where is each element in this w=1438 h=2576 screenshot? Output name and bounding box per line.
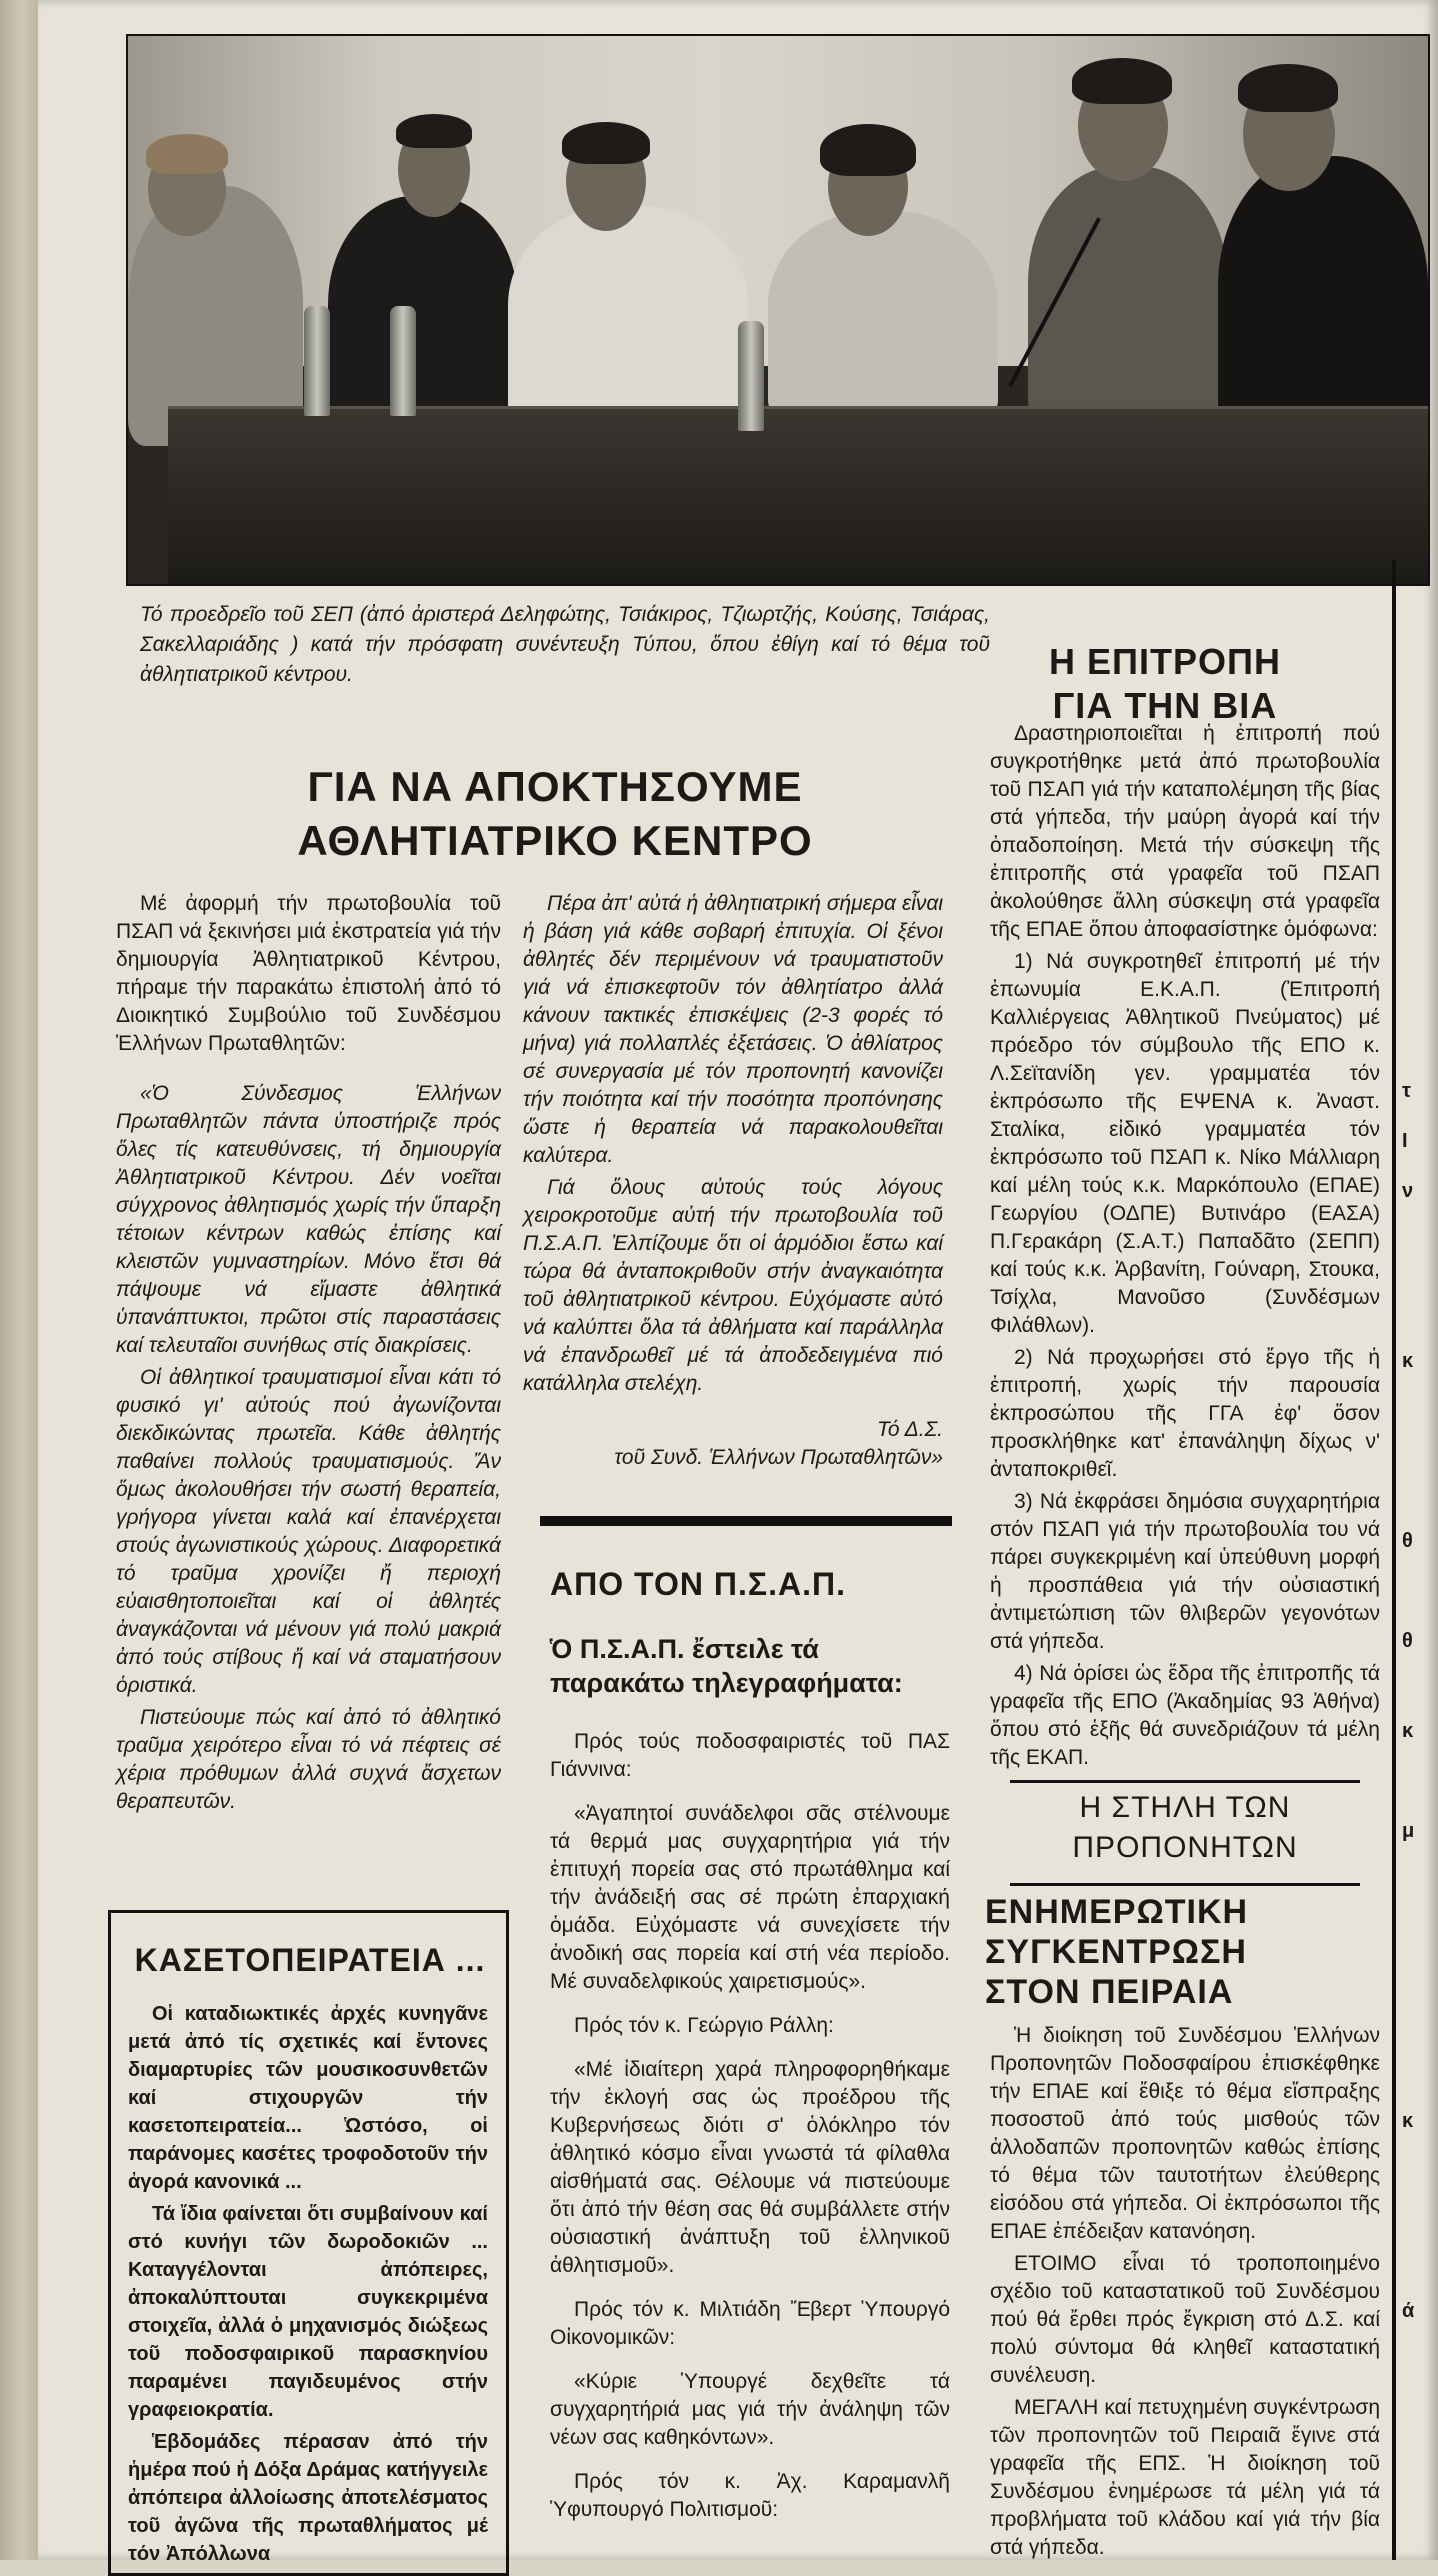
violence-paragraph: 4) Νά ὁρίσει ὡς ἕδρα τῆς ἐπιτροπῆς τά γραφεῖα τῆς ΕΠΟ (Ἀκαδημίας 93 Ἀθήνα) ὅπου στό ἑξῆς θά συνεδριάζουν τά μέλη τῆς ΕΚΑΠ. <box>990 1662 1380 1769</box>
telegram-message: «Κύριε Ὑπουργέ δεχθεῖτε τά συγχαρητήριά μας γιά τήν ἀνάληψη τῶν νέων σας καθηκόντων». <box>550 2370 950 2449</box>
coaches-headline-line-1: ΕΝΗΜΕΡΩΤΙΚΗ <box>985 1893 1249 1931</box>
person-6-hair <box>1238 64 1338 112</box>
margin-fragment: Ι <box>1402 1130 1408 1152</box>
person-1-hair <box>146 134 228 174</box>
margin-fragment: κ <box>1402 1350 1414 1372</box>
coaches-paragraph: Ἡ διοίκηση τοῦ Συνδέσμου Ἑλλήνων Προπονητῶν Ποδοσφαίρου ἐπισκέφθηκε τήν ΕΠΑΕ καί ἔθιξε τό θέμα εἴσπραξης ποσοστοῦ ἀπό τούς μισθούς τῶν ἀλλοδαπῶν προπονητῶν καθώς ἐπίσης τό θέμα τῶν ταυτοτήτων ἐλεύθερης εἰσόδου στά γήπεδα. Οἱ ἐκπρόσωποι τῆς ΕΠΑΕ ἐπέδειξαν κατανόηση. <box>990 2024 1380 2243</box>
psap-column <box>550 1632 950 2528</box>
main-headline <box>230 760 880 868</box>
main-paragraph: Πιστεύουμε πώς καί ἀπό τό ἀθλητικό τραῦμα χειρότερο εἶναι τό νά πέφτεις σέ χέρια πρόθυμων ἀλλά συχνά ἄσχετων θεραπευτῶν. <box>116 1706 501 1813</box>
main-article-col-2 <box>523 890 943 1472</box>
telegram-message: «Ἀγαπητοί συνάδελφοι σᾶς στέλνουμε τά θερμά μας συγχαρητήρια γιά τήν ἐπιτυχή πορεία σας στό πρωτάθλημα καί τήν ἀνάδειξή σας σέ πρώτη ἐπαρχιακή ὁμάδα. Εὐχόμαστε νά συνεχίσετε τήν ἀνοδική σας πορεία καί στή νέα περίοδο. Μέ συναδελφικούς χαιρετισμούς». <box>550 1802 950 1993</box>
main-paragraph: Οἱ ἀθλητικοί τραυματισμοί εἶναι κάτι τό φυσικό γι' αὐτούς πού ἀγωνίζονται διεκδικώντας πρωτεῖα. Κάθε ἀθλητής παθαίνει πολλούς τραυματισμούς. Ἄν ὅμως ἀκολουθήσει τήν σωστή θεραπεία, γρήγορα γίνεται καλά καί ἐπανέρχεται στούς ἀγωνιστικούς χώρους. Διαφορετικά τό τραῦμα χρονίζει ἤ περιοχή εὐαισθητοποιεῖται καί οἱ ἀθλητές ἀναγκάζονται νά μένουν γιά πολύ μακριά ἀπό τούς στίβους ἤ καί νά σταματήσουν ὁριστικά. <box>116 1366 501 1697</box>
main-article-col-1 <box>116 890 501 1820</box>
margin-fragment: μ <box>1402 1820 1415 1842</box>
margin-fragment: θ <box>1402 1530 1413 1552</box>
person-4 <box>768 211 998 421</box>
person-2-hair <box>396 114 472 148</box>
telegram-recipient: Πρός τόν κ. Ἀχ. Καραμανλῆ Ὑφυπουργό Πολιτισμοῦ: <box>550 2470 950 2521</box>
telegram-message: «Μέ ἰδιαίτερη χαρά πληροφορηθήκαμε τήν ἐκλογή σας ὡς προέδρου τῆς Κυβερνήσεως διότι σ' ὁλόκληρο τόν ἀθλητικό κόσμο εἶναι γνωστά τά φίλαθλα αἰσθήματά σας. Θέλουμε νά πιστεύουμε ὅτι ἀπό τήν θέση σας θά συμβάλλετε στήν οὐσιαστική ἀνάπτυξη τοῦ ἑλληνικοῦ ἀθλητισμοῦ». <box>550 2058 950 2277</box>
main-headline-line-1: ΓΙΑ ΝΑ ΑΠΟΚΤΗΣΟΥΜΕ <box>307 763 803 810</box>
signature-line-1: Τό Δ.Σ. <box>876 1418 943 1441</box>
press-conference-photo <box>126 34 1430 586</box>
piracy-paragraph: Τά ἴδια φαίνεται ὅτι συμβαίνουν καί στό κυνήγι τῶν δωροδοκιῶν ... Καταγγέλονται ἀπόπειρες, ἀποκαλύπτουται συγκεκριμένα στοιχεῖα, ἀλλά ὁ μηχανισμός διώξεως τοῦ ποδοσφαιρικοῦ παρασκηνίου παραμένει παγιδευμένος στήν γραφειοκρατία. <box>128 2203 488 2421</box>
coaches-paragraph: ΜΕΓΑΛΗ καί πετυχημένη συγκέντρωση τῶν προπονητῶν τοῦ Πειραιᾶ ἔγινε στά γραφεῖα τῆς ΕΠΣ. Ἡ διοίκηση τοῦ Συνδέσμου ἐνημέρωσε τά μέλη γιά τά προβλήματα τοῦ κλάδου καί γιά τήν βία στά γήπεδα. <box>990 2396 1380 2559</box>
violence-paragraph: Δραστηριοποιεῖται ἡ ἐπιτροπή πού συγκροτήθηκε μετά ἀπό πρωτοβουλία τοῦ ΠΣΑΠ γιά τήν καταπολέμηση τῆς βίας στά γήπεδα, τήν μαύρη ἀγορά καί τήν ὀπαδοποίηση. Μετά τήν σύσκεψη τῆς ἐπιτροπῆς στά γραφεῖα τοῦ ΠΣΑΠ ἀκολούθησε ἄλλη σύσκεψη στά γραφεῖα τῆς ΕΠΑΕ ὅπου ἀποφασίστηκε ὁμόφωνα: <box>990 722 1380 941</box>
coaches-kicker <box>1010 1788 1360 1868</box>
main-paragraph: Γιά ὅλους αὐτούς τούς λόγους χειροκροτοῦμε αὐτή τήν πρωτοβουλία τοῦ Π.Σ.Α.Π. Ἐλπίζουμε ὅτι οἱ ἁρμόδιοι ἔστω καί τώρα θά ἀνταποκριθοῦν στήν ἀναγκαιότητα τοῦ ἀθλητιατρικοῦ κέντρου. Εὐχόμαστε αὐτό νά καλύπτει ὅλα τά ἀθλήματα καί παράλληλα νά ἐπανδρωθεῖ μέ τά ἀποδεδειγμένα πιό κατάλληλα στελέχη. <box>523 1176 943 1395</box>
person-4-hair <box>820 124 916 176</box>
piracy-text <box>128 2000 488 2572</box>
violence-paragraph: 3) Νά ἐκφράσει δημόσια συγχαρητήρια στόν ΠΣΑΠ γιά τήν πρωτοβουλία του νά πάρει συγκεκριμένη καί ὑπεύθυνη μορφή ἡ προσπάθεια γιά τήν οὐσιαστική ἀντιμετώπιση τῶν θλιβερῶν γεγονότων στά γήπεδα. <box>990 1490 1380 1653</box>
telegram-recipient: Πρός τούς ποδοσφαιριστές τοῦ ΠΑΣ Γιάννινα: <box>550 1730 950 1781</box>
piracy-paragraph: Ἑβδομάδες πέρασαν ἀπό τήν ἡμέρα πού ἡ Δόξα Δράμας κατήγγειλε ἀπόπειρα ἀλλοίωσης ἀποτελέσματος τοῦ ἀγῶνα τῆς πρωταθλήματος μέ τόν Ἀπόλλωνα <box>128 2431 488 2565</box>
psap-top-rule <box>540 1516 952 1526</box>
coaches-headline <box>985 1892 1345 2012</box>
conference-table <box>168 406 1428 586</box>
coaches-kicker-line-2: ΠΡΟΠΟΝΗΤΩΝ <box>1072 1831 1298 1864</box>
person-3 <box>508 206 748 426</box>
page-binding-edge <box>0 0 38 2560</box>
margin-fragment: θ <box>1402 1630 1413 1652</box>
telegram-recipient: Πρός τόν κ. Μιλτιάδη Ἔβερτ Ὑπουργό Οἰκονομικῶν: <box>550 2298 950 2349</box>
margin-fragment: τ <box>1402 1080 1411 1102</box>
telegram-recipient: Πρός τόν κ. Γεώργιο Ράλλη: <box>574 2014 834 2037</box>
margin-fragment: κ <box>1402 1720 1414 1742</box>
main-intro: Μέ ἀφορμή τήν πρωτοβουλία τοῦ ΠΣΑΠ νά ξεκινήσει μιά ἐκστρατεία γιά τήν δημιουργία Ἀθλητιατρικοῦ Κέντρου, πήραμε τήν παρακάτω ἐπιστολή ἀπό τό Διοικητικό Συμβούλιο τοῦ Συνδέσμου Ἑλλήνων Πρωταθλητῶν: <box>116 892 501 1055</box>
water-bottle-1 <box>304 306 330 416</box>
signature-line-2: τοῦ Συνδ. Ἑλλήνων Πρωταθλητῶν» <box>614 1446 943 1469</box>
person-2 <box>328 196 518 436</box>
water-bottle-3 <box>738 321 764 431</box>
psap-headline: ΑΠΟ ΤΟΝ Π.Σ.Α.Π. <box>550 1566 846 1602</box>
margin-fragment: ά <box>1402 2300 1415 2322</box>
violence-paragraph: 2) Νά προχωρήσει στό ἔργο τῆς ἡ ἐπιτροπή, χωρίς τήν παρουσία ἐκπροσώπου τῆς ΓΓΑ ἐφ' ὅσον προσκλήθηκε κατ' ἐπανάληψη δίχως ν' ἀνταποκριθεῖ. <box>990 1346 1380 1481</box>
coaches-kicker-line-1: Η ΣΤΗΛΗ ΤΩΝ <box>1079 1791 1291 1824</box>
piracy-paragraph: Οἱ καταδιωκτικές ἀρχές κυνηγᾶνε μετά ἀπό τίς σχετικές καί ἔντονες διαμαρτυρίες τῶν μουσικοσυνθετῶν καί στιχουργῶν τήν κασετοπειρατεία... Ὡστόσο, οἱ παράνομες κασέτες τροφοδοτοῦν τήν ἀγορά κανονικά ... <box>128 2003 488 2193</box>
violence-headline <box>985 640 1345 728</box>
coaches-headline-line-2: ΣΥΓΚΕΝΤΡΩΣΗ <box>985 1933 1247 1971</box>
person-6 <box>1218 156 1428 446</box>
margin-fragment: ν <box>1402 1180 1414 1202</box>
coaches-paragraph: ΕΤΟΙΜΟ εἶναι τό τροποποιημένο σχέδιο τοῦ καταστατικοῦ τοῦ Συνδέσμου πού θά ἔρθει πρός ἔγκριση στό Δ.Σ. καί πολύ σύντομα θά κληθεῖ καταστατική συνέλευση. <box>990 2252 1380 2387</box>
main-paragraph: «Ὁ Σύνδεσμος Ἑλλήνων Πρωταθλητῶν πάντα ὑποστήριζε πρός ὅλες τίς κατευθύνσεις, τή δημιουργία Ἀθλητιατρικοῦ Κέντρου. Δέν νοεῖται σύγχρονος ἀθλητισμός χωρίς τήν ὕπαρξη τέτοιων κέντρων καθώς ἐπίσης καί κλειστῶν γυμναστηρίων. Μόνο ἔτσι θά πάψουμε νά εἴμαστε ἀθλητικά ὑπανάπτυκτοι, πρῶτοι στίς παραστάσεις καί τελευταῖοι συνήθως στίς διακρίσεις. <box>116 1082 501 1357</box>
main-headline-line-2: ΑΘΛΗΤΙΑΤΡΙΚΟ ΚΕΝΤΡΟ <box>297 817 813 864</box>
right-column-rule <box>1392 560 1396 2560</box>
person-5-hair <box>1072 58 1172 104</box>
photo-caption: Τό προεδρεῖο τοῦ ΣΕΠ (ἀπό ἀριστερά Δεληφώτης, Τσιάκιρος, Τζιωρτζής, Κούσης, Τσιάρας, Σακελλαριάδης ) κατά τήν πρόσφατη συνέντευξη Τύπου, ὅπου ἐθίγη καί τό θέμα τοῦ ἀθλητιατρικοῦ κέντρου. <box>140 603 990 686</box>
coaches-column <box>990 2022 1380 2566</box>
psap-subheading: Ὁ Π.Σ.Α.Π. ἔστειλε τά παρακάτω τηλεγραφήματα: <box>550 1634 903 1698</box>
violence-headline-line-1: Η ΕΠΙΤΡΟΠΗ <box>1048 641 1281 682</box>
violence-paragraph: 1) Νά συγκροτηθεῖ ἐπιτροπή μέ τήν ἐπωνυμία Ε.Κ.Α.Π. (Ἐπιτροπή Καλλιέργειας Ἀθλητικοῦ Πνεύματος) μέ πρόεδρο τόν σύμβουλο τῆς ΕΠΟ κ. Λ.Σεϊτανίδη γεν. γραμματέα τόν ἐκπρόσωπο τῆς ΕΨΕΝΑ κ. Ἀναστ. Σταλίκα, εἰδικό γραμματέα τόν ἐκπρόσωπο τοῦ ΠΣΑΠ κ. Νίκο Μάλλιαρη καί μέλη τούς κ.κ. Μαρκόπουλο (ΕΠΑΕ) Γεωργίου (ΟΔΠΕ) Βυτινάρο (ΕΑΣΑ) Π.Γερακάρη (Σ.Α.Τ.) Παπαδᾶτο (ΣΕΠΠ) καί τούς κ.κ. Ἀρβανίτη, Γούναρη, Στουκα, Τσίχλα, Μανοῦσο (Συνδέσμων Φιλάθλων). <box>990 950 1380 1337</box>
piracy-headline: ΚΑΣΕΤΟΠΕΙΡΑΤΕΙΑ ... <box>134 1942 486 1978</box>
violence-column <box>990 720 1380 1776</box>
margin-fragment: κ <box>1402 2110 1414 2132</box>
violence-headline-line-2: ΓΙΑ ΤΗΝ ΒΙΑ <box>1052 685 1278 726</box>
main-paragraph: Πέρα ἀπ' αὐτά ἡ ἀθλητιατρική σήμερα εἶναι ἡ βάση γιά κάθε σοβαρή ἐπιτυχία. Οἱ ξένοι ἀθλητές δέν περιμένουν νά τραυματιστοῦν γιά νά ἐπισκεφτοῦν τόν ἀθλητίατρο ἀλλά κάνουν τακτικές ἐπισκέψεις (2-3 φορές τό μήνα) γιά πολλαπλές ἐξετάσεις. Ὁ ἀθλίατρος σέ συνεργασία μέ τόν προπονητή κανονίζει τήν ποιότητα καί τήν ποσότητα προπόνησης ὥστε ἡ θεραπεία νά παρακολουθεῖται καλύτερα. <box>523 892 943 1167</box>
person-3-hair <box>562 122 650 164</box>
coaches-headline-line-3: ΣΤΟΝ ΠΕΙΡΑΙΑ <box>985 1973 1234 2011</box>
water-bottle-2 <box>390 306 416 416</box>
